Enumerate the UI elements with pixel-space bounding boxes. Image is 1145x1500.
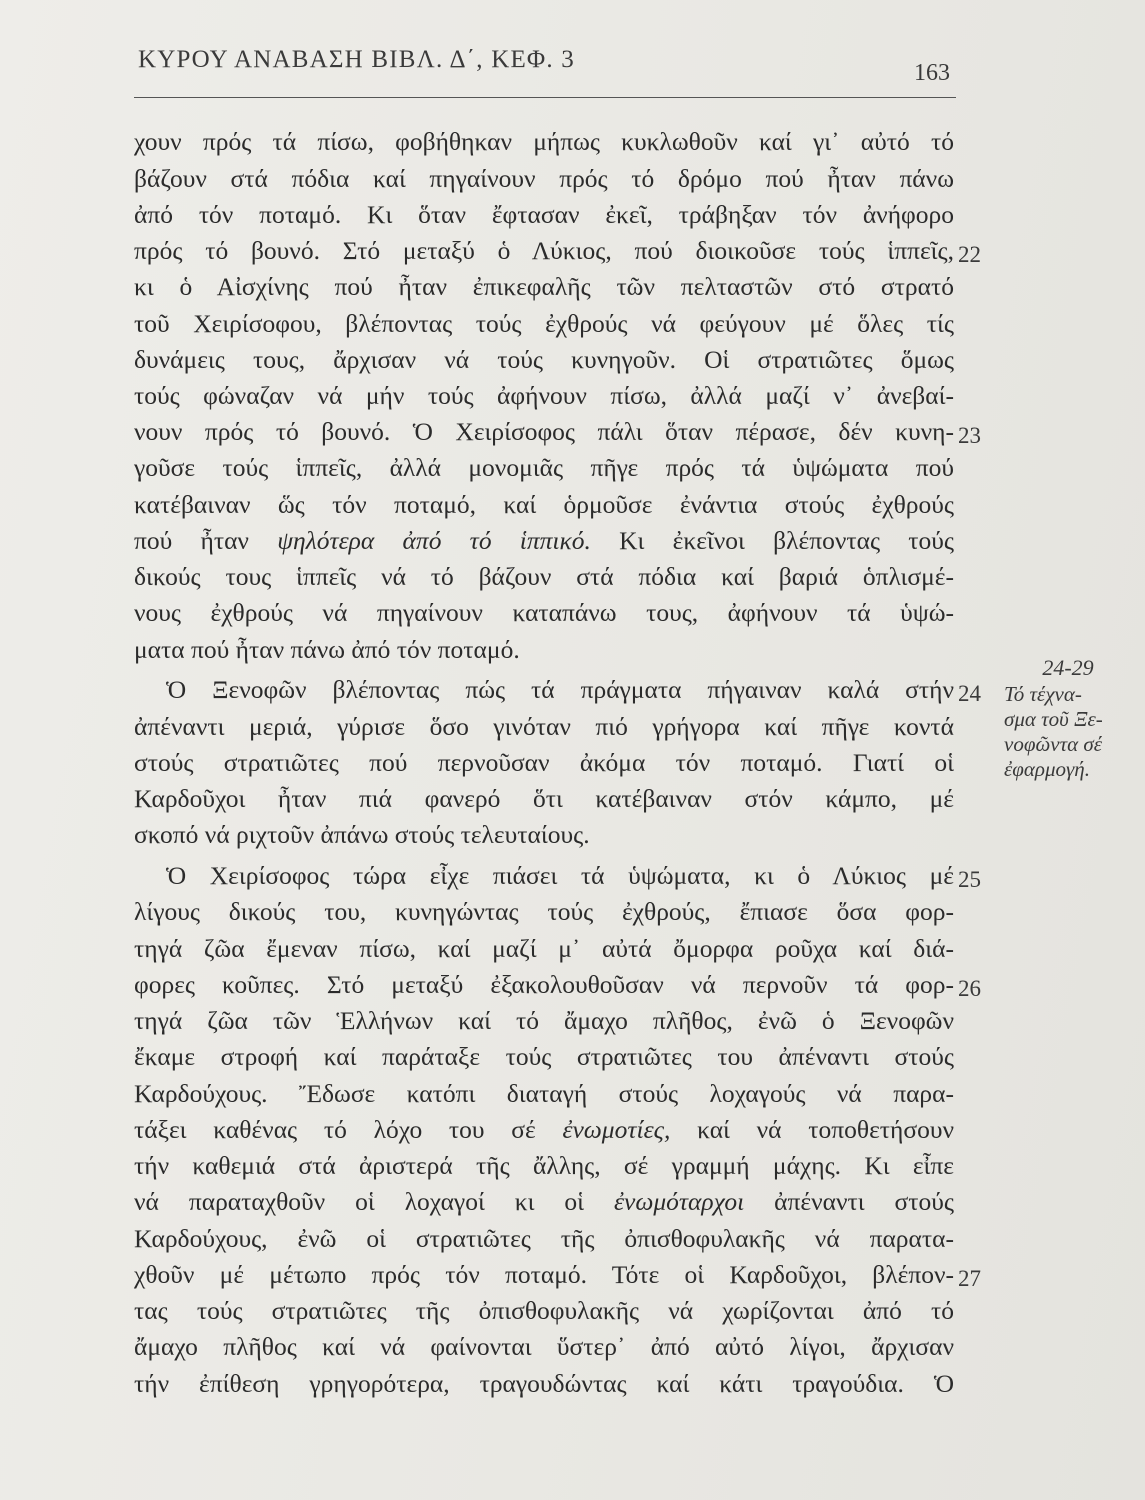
margin-note-line: Τό τέχνα- <box>1004 682 1082 706</box>
text-line: Καρδούχους, ἐνῶ οἱ στρατιῶτες τῆς ὀπισθοφυλακῆς νά παρατα- <box>134 1224 954 1253</box>
text-line: νουν πρός τό βουνό. Ὁ Χειρίσοφος πάλι ὅταν πέρασε, δέν κυνη- <box>134 417 954 446</box>
text-line: Ὁ Ξενοφῶν βλέποντας πώς τά πράγματα πήγαιναν καλά στήν <box>166 675 954 704</box>
text-line <box>134 526 954 556</box>
text-line: ἔκαμε στροφή καί παράταξε τούς στρατιῶτες του ἀπέναντι στούς <box>134 1042 954 1071</box>
text-line: δυνάμεις τους, ἄρχισαν νά τούς κυνηγοῦν. Οἱ στρατιῶτες ὅμως <box>134 345 954 374</box>
text-line: δικούς τους ἱππεῖς νά τό βάζουν στά πόδια καί βαριά ὁπλισμέ- <box>134 562 954 591</box>
text-line: τοῦ Χειρίσοφου, βλέποντας τούς ἐχθρούς νά φεύγουν μέ ὅλες τίς <box>134 309 954 338</box>
text-line: χουν πρός τά πίσω, φοβήθηκαν μήπως κυκλωθοῦν καί γι᾽ αὐτό τό <box>134 127 954 156</box>
text-segment: Κι ἐκεῖνοι βλέποντας τούς <box>619 526 955 555</box>
text-line: νους ἐχθρούς νά πηγαίνουν καταπάνω τους, ἀφήνουν τά ὑψώ- <box>134 598 954 627</box>
running-title: ΚΥΡΟΥ ΑΝΑΒΑΣΗ ΒΙΒΛ. Δ΄, ΚΕΦ. 3 <box>138 46 575 73</box>
italic-term: ἐνωμόταρχοι <box>613 1187 745 1216</box>
text-line: τήν ἐπίθεση γρηγορότερα, τραγουδώντας καί κάτι τραγούδια. Ὁ <box>134 1369 954 1398</box>
text-line: Καρδούχους. Ἔδωσε κατόπι διαταγή στούς λοχαγούς νά παρα- <box>134 1079 954 1108</box>
text-line: τηγά ζῶα ἔμεναν πίσω, καί μαζί μ᾽ αὐτά ὄμορφα ροῦχα καί διά- <box>134 934 954 963</box>
margin-note <box>1004 655 1132 782</box>
text-line: χθοῦν μέ μέτωπο πρός τόν ποταμό. Τότε οἱ Καρδοῦχοι, βλέπον- <box>134 1260 954 1289</box>
text-line: Καρδοῦχοι ἦταν πιά φανερό ὅτι κατέβαιναν στόν κάμπο, μέ <box>134 784 954 813</box>
text-line: Ὁ Χειρίσοφος τώρα εἶχε πιάσει τά ὑψώματα, κι ὁ Λύκιος μέ <box>166 861 954 890</box>
text-line: σκοπό νά ριχτοῦν ἀπάνω στούς τελευταίους. <box>134 820 590 849</box>
text-segment: καί νά τοποθετήσουν <box>697 1115 955 1144</box>
text-line: κι ὁ Αἰσχίνης πού ἦταν ἐπικεφαλῆς τῶν πελταστῶν στό στρατό <box>134 272 954 301</box>
text-line <box>134 1187 954 1217</box>
italic-term: ψηλότερα ἀπό τό ἱππικό. <box>277 526 591 555</box>
text-line: φορες κοῦπες. Στό μεταξύ ἐξακολουθοῦσαν νά περνοῦν τά φορ- <box>134 970 954 999</box>
text-line: λίγους δικούς του, κυνηγώντας τούς ἐχθρούς, ἔπιασε ὅσα φορ- <box>134 897 954 926</box>
text-line: τούς φώναζαν νά μήν τούς ἀφήνουν πίσω, ἀλλά μαζί ν᾽ ἀνεβαί- <box>134 381 954 410</box>
text-line <box>134 1115 954 1145</box>
margin-note-line: νοφῶντα σέ <box>1004 732 1103 756</box>
text-line: στούς στρατιῶτες πού περνοῦσαν ἀκόμα τόν ποταμό. Γιατί οἱ <box>134 748 954 777</box>
text-line: ματα πού ἦταν πάνω ἀπό τόν ποταμό. <box>134 635 520 664</box>
section-number: 26 <box>958 976 981 1001</box>
text-line: τας τούς στρατιῶτες τῆς ὀπισθοφυλακῆς νά χωρίζονται ἀπό τό <box>134 1296 954 1325</box>
text-segment: τάξει καθένας τό λόχο του σέ <box>134 1115 536 1144</box>
text-segment: πού ἦταν <box>134 526 249 555</box>
text-line: ἀπέναντι μεριά, γύρισε ὅσο γινόταν πιό γρήγορα καί πῆγε κοντά <box>134 712 954 741</box>
text-line: γοῦσε τούς ἱππεῖς, ἀλλά μονομιᾶς πῆγε πρός τά ὑψώματα πού <box>134 453 954 482</box>
section-number: 27 <box>958 1266 981 1291</box>
section-number: 25 <box>958 867 981 892</box>
section-number: 24 <box>958 681 981 706</box>
text-line: βάζουν στά πόδια καί πηγαίνουν πρός τό δρόμο πού ἦταν πάνω <box>134 164 954 193</box>
text-line: τηγά ζῶα τῶν Ἑλλήνων καί τό ἄμαχο πλῆθος, ἐνῶ ὁ Ξενοφῶν <box>134 1006 954 1035</box>
italic-term: ἐνωμοτίες, <box>562 1115 671 1144</box>
text-line: τήν καθεμιά στά ἀριστερά τῆς ἄλλης, σέ γραμμή μάχης. Κι εἶπε <box>134 1151 954 1180</box>
text-line: πρός τό βουνό. Στό μεταξύ ὁ Λύκιος, πού διοικοῦσε τούς ἱππεῖς, <box>134 236 954 265</box>
margin-note-line: ἐφαρμογή. <box>1004 757 1090 781</box>
text-line: ἄμαχο πλῆθος καί νά φαίνονται ὕστερ᾽ ἀπό αὐτό λίγοι, ἄρχισαν <box>134 1332 954 1361</box>
text-line: κατέβαιναν ὥς τόν ποταμό, καί ὁρμοῦσε ἐνάντια στούς ἐχθρούς <box>134 490 954 519</box>
page-number: 163 <box>914 60 950 86</box>
section-number: 22 <box>958 242 981 267</box>
text-line: ἀπό τόν ποταμό. Κι ὅταν ἔφτασαν ἐκεῖ, τράβηξαν τόν ἀνήφορο <box>134 200 954 229</box>
text-segment: νά παραταχθοῦν οἱ λοχαγοί κι οἱ <box>134 1187 585 1216</box>
margin-note-range: 24-29 <box>1042 655 1094 680</box>
text-segment: ἀπέναντι στούς <box>774 1187 955 1216</box>
section-number: 23 <box>958 423 981 448</box>
margin-note-line: σμα τοῦ Ξε- <box>1004 707 1103 731</box>
